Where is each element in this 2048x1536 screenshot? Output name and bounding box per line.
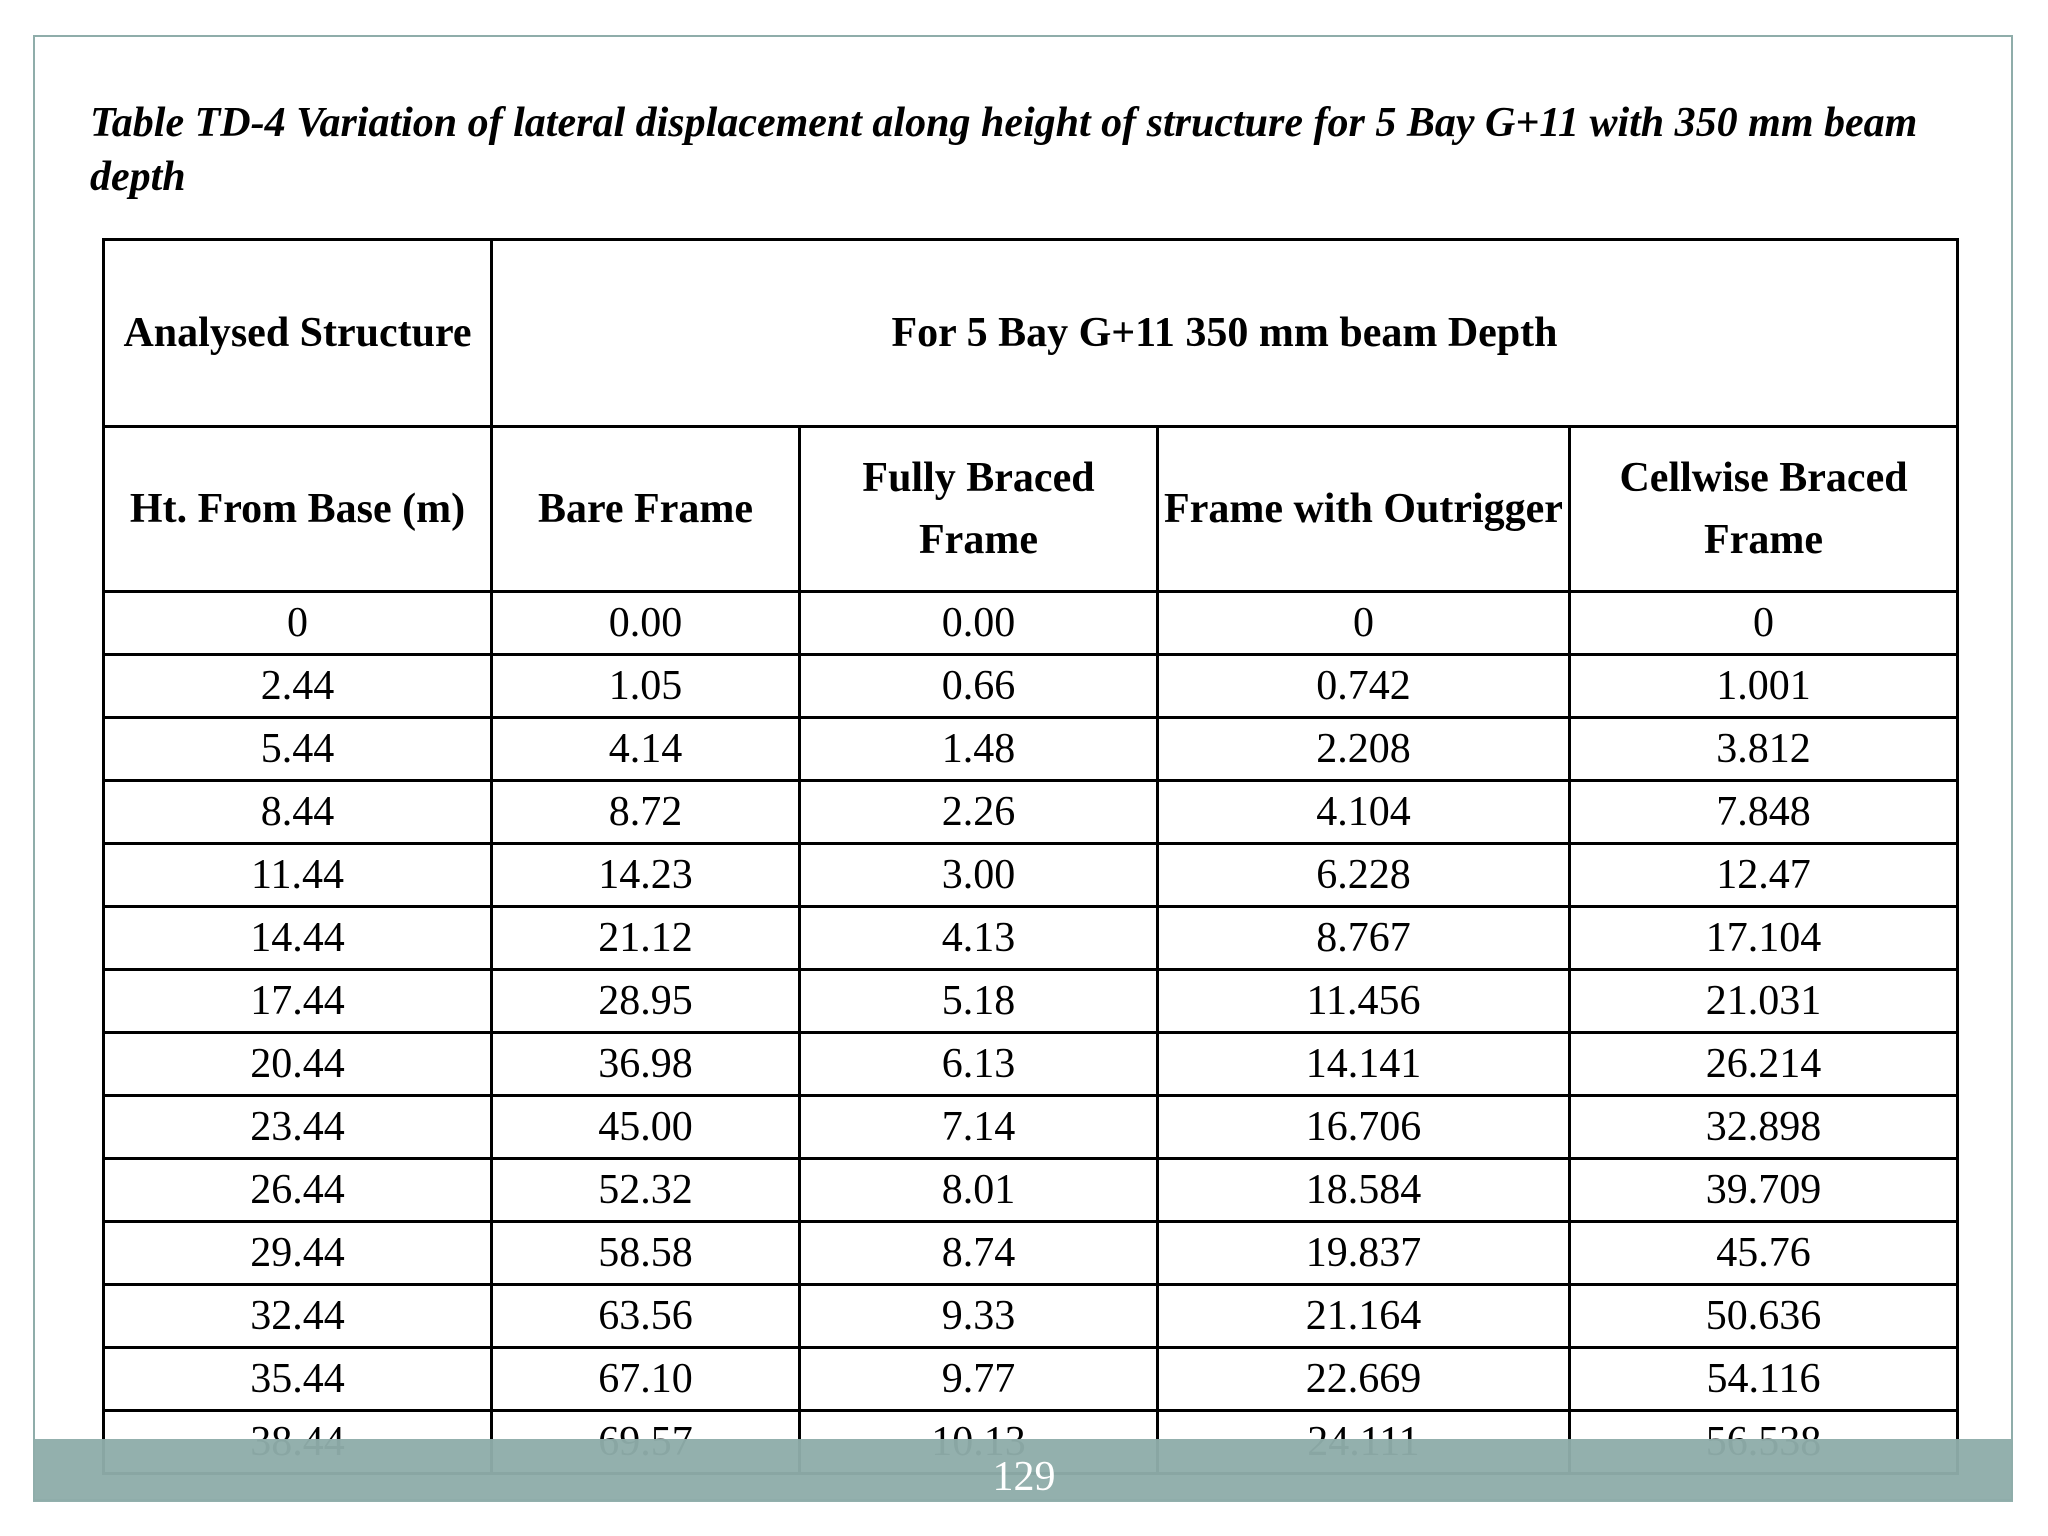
- table-cell: 20.44: [104, 1033, 492, 1096]
- table-row: [104, 592, 1958, 655]
- table-cell: 39.709: [1570, 1159, 1958, 1222]
- table-cell: 4.104: [1158, 781, 1570, 844]
- table-caption: Table TD-4 Variation of lateral displacement along height of structure for 5 Bay G+11 with 350 mm beam depth: [90, 100, 1918, 200]
- table-cell: 1.48: [800, 718, 1158, 781]
- table-cell: 12.47: [1570, 844, 1958, 907]
- table-cell: 0: [1570, 592, 1958, 655]
- table-cell: 16.706: [1158, 1096, 1570, 1159]
- table-cell: 0: [1158, 592, 1570, 655]
- table-cell: 54.116: [1570, 1348, 1958, 1411]
- table-cell: 6.13: [800, 1033, 1158, 1096]
- table-cell: 32.898: [1570, 1096, 1958, 1159]
- column-header-height: Ht. From Base (m): [104, 427, 492, 592]
- table-cell: 14.44: [104, 907, 492, 970]
- table-cell: 18.584: [1158, 1159, 1570, 1222]
- table-cell: 63.56: [492, 1285, 800, 1348]
- table-cell: 45.76: [1570, 1222, 1958, 1285]
- table-cell: 5.18: [800, 970, 1158, 1033]
- table-row: [104, 781, 1958, 844]
- table-row: [104, 844, 1958, 907]
- table-cell: 22.669: [1158, 1348, 1570, 1411]
- table-cell: 36.98: [492, 1033, 800, 1096]
- table-cell: 0.00: [800, 592, 1158, 655]
- table-header-row-1: [104, 240, 1958, 427]
- table-cell: 0.742: [1158, 655, 1570, 718]
- table-cell: 3.00: [800, 844, 1158, 907]
- table-cell: 9.77: [800, 1348, 1158, 1411]
- table-row: [104, 1348, 1958, 1411]
- table-cell: 3.812: [1570, 718, 1958, 781]
- table-cell: 4.13: [800, 907, 1158, 970]
- table-cell: 2.26: [800, 781, 1158, 844]
- table-row: [104, 1033, 1958, 1096]
- table-cell: 14.141: [1158, 1033, 1570, 1096]
- table-cell: 29.44: [104, 1222, 492, 1285]
- table-cell: 23.44: [104, 1096, 492, 1159]
- table-cell: 8.767: [1158, 907, 1570, 970]
- table-cell: 11.456: [1158, 970, 1570, 1033]
- table-cell: 4.14: [492, 718, 800, 781]
- table-cell: 67.10: [492, 1348, 800, 1411]
- table-cell: 6.228: [1158, 844, 1570, 907]
- table-cell: 2.208: [1158, 718, 1570, 781]
- table-cell: 8.44: [104, 781, 492, 844]
- page-number: 129: [992, 1454, 1056, 1500]
- table-cell: 8.01: [800, 1159, 1158, 1222]
- table-cell: 9.33: [800, 1285, 1158, 1348]
- column-header-bare-frame: Bare Frame: [492, 427, 800, 592]
- table-cell: 21.031: [1570, 970, 1958, 1033]
- table-cell: 7.848: [1570, 781, 1958, 844]
- table-cell: 8.74: [800, 1222, 1158, 1285]
- table-row: [104, 970, 1958, 1033]
- table-cell: 5.44: [104, 718, 492, 781]
- table-cell: 50.636: [1570, 1285, 1958, 1348]
- corner-header: Analysed Structure: [104, 240, 492, 427]
- table-cell: 35.44: [104, 1348, 492, 1411]
- table-cell: 2.44: [104, 655, 492, 718]
- displacement-table: [102, 238, 1959, 1475]
- column-header-cellwise-braced: Cellwise Braced Frame: [1570, 427, 1958, 592]
- table-cell: 17.44: [104, 970, 492, 1033]
- table-cell: 14.23: [492, 844, 800, 907]
- table-cell: 0.00: [492, 592, 800, 655]
- table-cell: 21.12: [492, 907, 800, 970]
- table-row: [104, 1285, 1958, 1348]
- table-cell: 19.837: [1158, 1222, 1570, 1285]
- table-cell: 17.104: [1570, 907, 1958, 970]
- table-row: [104, 1222, 1958, 1285]
- table-cell: 52.32: [492, 1159, 800, 1222]
- table-cell: 1.001: [1570, 655, 1958, 718]
- table-cell: 26.44: [104, 1159, 492, 1222]
- table-header-row-2: [104, 427, 1958, 592]
- table-cell: 8.72: [492, 781, 800, 844]
- table-row: [104, 1159, 1958, 1222]
- table-row: [104, 907, 1958, 970]
- table-row: [104, 655, 1958, 718]
- table-cell: 21.164: [1158, 1285, 1570, 1348]
- table-cell: 32.44: [104, 1285, 492, 1348]
- table-cell: 11.44: [104, 844, 492, 907]
- table-cell: 7.14: [800, 1096, 1158, 1159]
- column-header-fully-braced: Fully Braced Frame: [800, 427, 1158, 592]
- table-cell: 28.95: [492, 970, 800, 1033]
- table-row: [104, 718, 1958, 781]
- table-row: [104, 1096, 1958, 1159]
- table-cell: 26.214: [1570, 1033, 1958, 1096]
- table-cell: 45.00: [492, 1096, 800, 1159]
- table-cell: 1.05: [492, 655, 800, 718]
- group-header: For 5 Bay G+11 350 mm beam Depth: [492, 240, 1958, 427]
- table-cell: 0.66: [800, 655, 1158, 718]
- table-cell: 58.58: [492, 1222, 800, 1285]
- table-cell: 0: [104, 592, 492, 655]
- column-header-outrigger: Frame with Outrigger: [1158, 427, 1570, 592]
